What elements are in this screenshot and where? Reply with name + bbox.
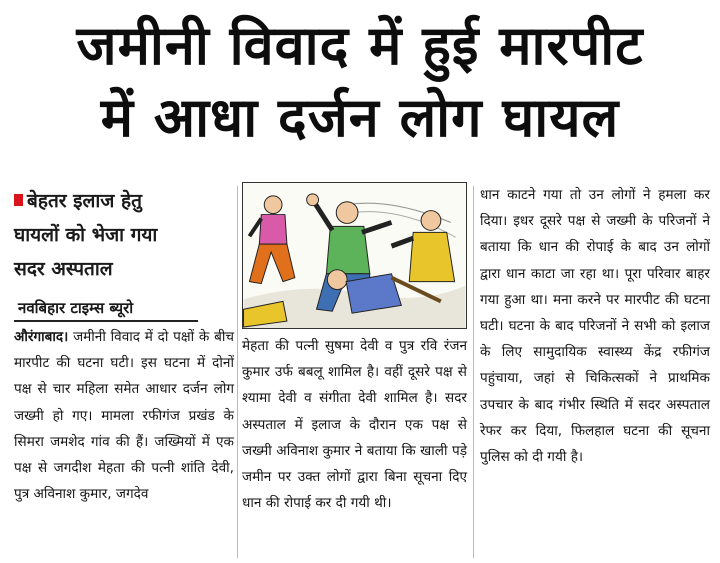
article-column-1 bbox=[14, 324, 234, 507]
headline-line-2: में आधा दर्जन लोग घायल bbox=[100, 86, 620, 149]
fight-scene-illustration bbox=[242, 182, 467, 329]
bullet-icon bbox=[14, 194, 23, 206]
headline-line-1: जमीनी विवाद में हुई मारपीट bbox=[76, 14, 644, 77]
subheadline-line-3: सदर अस्पताल bbox=[14, 258, 113, 280]
subheadline-line-2: घायलों को भेजा गया bbox=[14, 224, 158, 246]
column-2 bbox=[242, 182, 467, 516]
column-rule-1 bbox=[237, 186, 238, 558]
column-3 bbox=[480, 182, 710, 470]
article-column-1-text: जमीनी विवाद में दो पक्षों के बीच मारपीट की घटना घटी। इस घटना में दोनों पक्ष से चार महिला समेत आधार दर्जन लोग जख्मी हो गए। मामला रफीगंज प्रखंड के सिमरा जमशेद गांव की हैं। जख्मियों में एक पक्ष से जगदीश मेहता की पत्नी शांति देवी, पुत्र अविनाश कुमार, जगदेव bbox=[14, 329, 234, 503]
headline bbox=[0, 0, 720, 172]
byline: नवबिहार टाइम्स ब्यूरो bbox=[14, 298, 198, 322]
dateline: औरंगाबाद। bbox=[14, 329, 69, 345]
subheadline-line-1: बेहतर इलाज हेतु bbox=[27, 190, 142, 212]
column-1 bbox=[14, 182, 234, 507]
article-column-3: धान काटने गया तो उन लोगों ने हमला कर दिया। इधर दूसरे पक्ष से जख्मी के परिजनों ने बताया कि धान की रोपाई के बाद उन लोगों द्वारा धान काटा जा रहा था। पूरा परिवार बाहर गया हुआ था। मना करने पर मारपीट की घटना घटी। घटना के बाद परिजनों ने सभी को इलाज के लिए सामुदायिक स्वास्थ्य केंद्र रफीगंज पहुंचाया, जहां से चिकित्सकों ने प्राथमिक उपचार के बाद गंभीर स्थिति में सदर अस्पताल रेफर कर दिया, फिलहाल घटना की सूचना पुलिस को दी गयी है। bbox=[480, 187, 710, 466]
column-rule-2 bbox=[473, 186, 474, 558]
article-column-2: मेहता की पत्नी सुषमा देवी व पुत्र रवि रंजन कुमार उर्फ बबलू शामिल है। वहीं दूसरे पक्ष से श्यामा देवी व संगीता देवी शामिल है। सदर अस्पताल में इलाज के दौरान एक पक्ष से जख्मी अविनाश कुमार ने बताया कि खाली पड़े जमीन पर उक्त लोगों द्वारा बिना सूचना दिए धान की रोपाई कर दी गयी थी। bbox=[242, 338, 467, 512]
subheadline bbox=[14, 182, 234, 286]
fight-scene-icon bbox=[243, 183, 466, 328]
